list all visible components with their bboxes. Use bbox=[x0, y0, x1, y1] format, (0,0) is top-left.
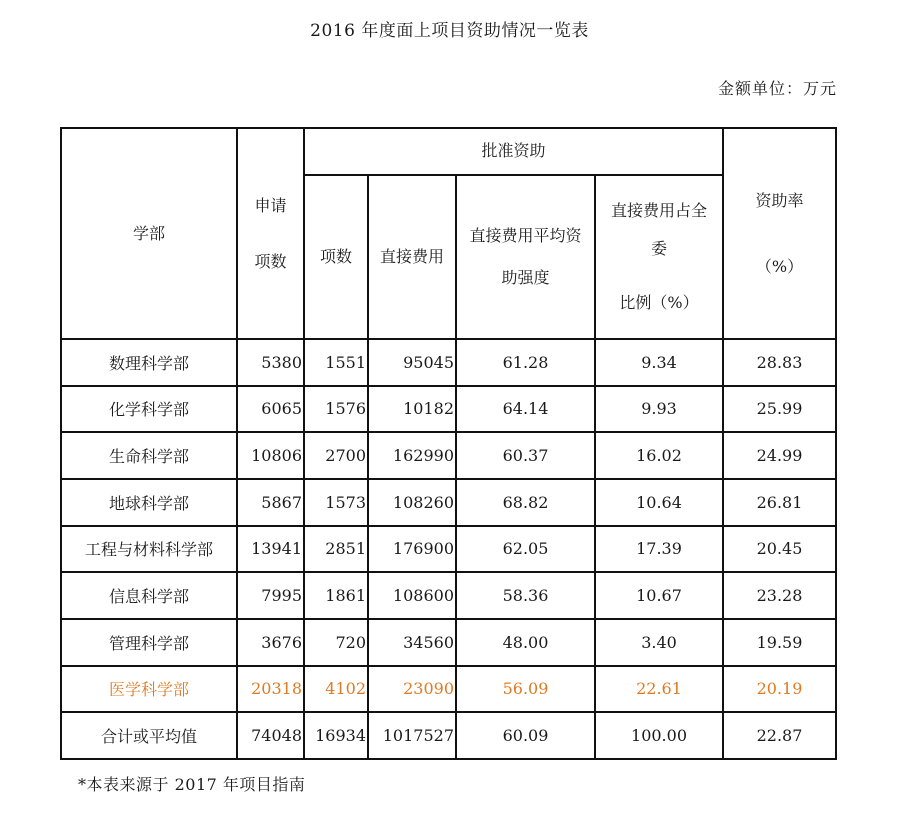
cell-dept: 地球科学部 bbox=[61, 479, 237, 526]
table-row bbox=[61, 572, 836, 619]
cell-avg: 48.00 bbox=[456, 619, 595, 666]
table-row bbox=[61, 339, 836, 386]
table-row bbox=[61, 619, 836, 666]
table-row bbox=[61, 526, 836, 573]
cell-count: 4102 bbox=[304, 666, 368, 713]
cell-avg: 60.09 bbox=[456, 712, 595, 759]
cell-direct-cost: 23090 bbox=[368, 666, 456, 713]
table-row bbox=[61, 386, 836, 433]
cell-count: 1576 bbox=[304, 386, 368, 433]
cell-direct-cost: 1017527 bbox=[368, 712, 456, 759]
source-note: *本表来源于 2017 年项目指南 bbox=[78, 775, 306, 794]
cell-rate: 22.87 bbox=[723, 712, 836, 759]
cell-count: 1551 bbox=[304, 339, 368, 386]
cell-rate: 20.19 bbox=[723, 666, 836, 713]
cell-applied: 6065 bbox=[237, 386, 304, 433]
cell-dept: 合计或平均值 bbox=[61, 712, 237, 759]
header-ratio: 直接费用占全 委 比例（%） bbox=[595, 175, 723, 339]
cell-ratio: 9.93 bbox=[595, 386, 723, 433]
cell-ratio: 22.61 bbox=[595, 666, 723, 713]
cell-ratio: 100.00 bbox=[595, 712, 723, 759]
cell-ratio: 3.40 bbox=[595, 619, 723, 666]
cell-dept: 数理科学部 bbox=[61, 339, 237, 386]
cell-rate: 23.28 bbox=[723, 572, 836, 619]
header-applied: 申请 项数 bbox=[237, 128, 304, 339]
header-dept: 学部 bbox=[61, 128, 237, 339]
cell-direct-cost: 108600 bbox=[368, 572, 456, 619]
funding-table bbox=[60, 127, 837, 760]
cell-count: 16934 bbox=[304, 712, 368, 759]
cell-dept: 管理科学部 bbox=[61, 619, 237, 666]
cell-rate: 19.59 bbox=[723, 619, 836, 666]
header-avg-intensity: 直接费用平均资 助强度 bbox=[456, 175, 595, 339]
cell-applied: 10806 bbox=[237, 432, 304, 479]
cell-dept: 生命科学部 bbox=[61, 432, 237, 479]
cell-avg: 64.14 bbox=[456, 386, 595, 433]
cell-rate: 24.99 bbox=[723, 432, 836, 479]
cell-count: 720 bbox=[304, 619, 368, 666]
cell-direct-cost: 108260 bbox=[368, 479, 456, 526]
cell-applied: 5380 bbox=[237, 339, 304, 386]
cell-ratio: 9.34 bbox=[595, 339, 723, 386]
cell-avg: 58.36 bbox=[456, 572, 595, 619]
cell-applied: 7995 bbox=[237, 572, 304, 619]
cell-direct-cost: 95045 bbox=[368, 339, 456, 386]
cell-direct-cost: 34560 bbox=[368, 619, 456, 666]
cell-dept: 化学科学部 bbox=[61, 386, 237, 433]
cell-dept: 信息科学部 bbox=[61, 572, 237, 619]
header-count: 项数 bbox=[304, 175, 368, 339]
header-direct-cost: 直接费用 bbox=[368, 175, 456, 339]
table-row-total bbox=[61, 712, 836, 759]
page-title: 2016 年度面上项目资助情况一览表 bbox=[310, 21, 589, 41]
cell-dept: 医学科学部 bbox=[61, 666, 237, 713]
cell-avg: 61.28 bbox=[456, 339, 595, 386]
cell-ratio: 10.67 bbox=[595, 572, 723, 619]
cell-avg: 56.09 bbox=[456, 666, 595, 713]
cell-direct-cost: 10182 bbox=[368, 386, 456, 433]
cell-rate: 25.99 bbox=[723, 386, 836, 433]
table-row bbox=[61, 479, 836, 526]
cell-dept: 工程与材料科学部 bbox=[61, 526, 237, 573]
cell-applied: 3676 bbox=[237, 619, 304, 666]
cell-avg: 62.05 bbox=[456, 526, 595, 573]
header-rate: 资助率 （%） bbox=[723, 128, 836, 339]
cell-ratio: 17.39 bbox=[595, 526, 723, 573]
cell-count: 1573 bbox=[304, 479, 368, 526]
cell-applied: 74048 bbox=[237, 712, 304, 759]
cell-rate: 28.83 bbox=[723, 339, 836, 386]
cell-count: 1861 bbox=[304, 572, 368, 619]
cell-direct-cost: 162990 bbox=[368, 432, 456, 479]
cell-avg: 60.37 bbox=[456, 432, 595, 479]
amount-unit-label: 金额单位：万元 bbox=[717, 79, 837, 98]
header-approved: 批准资助 bbox=[304, 128, 723, 175]
cell-count: 2700 bbox=[304, 432, 368, 479]
cell-ratio: 16.02 bbox=[595, 432, 723, 479]
table-row-highlighted bbox=[61, 666, 836, 713]
cell-avg: 68.82 bbox=[456, 479, 595, 526]
cell-count: 2851 bbox=[304, 526, 368, 573]
cell-applied: 13941 bbox=[237, 526, 304, 573]
cell-rate: 20.45 bbox=[723, 526, 836, 573]
cell-ratio: 10.64 bbox=[595, 479, 723, 526]
cell-direct-cost: 176900 bbox=[368, 526, 456, 573]
cell-rate: 26.81 bbox=[723, 479, 836, 526]
table-row bbox=[61, 432, 836, 479]
cell-applied: 20318 bbox=[237, 666, 304, 713]
cell-applied: 5867 bbox=[237, 479, 304, 526]
